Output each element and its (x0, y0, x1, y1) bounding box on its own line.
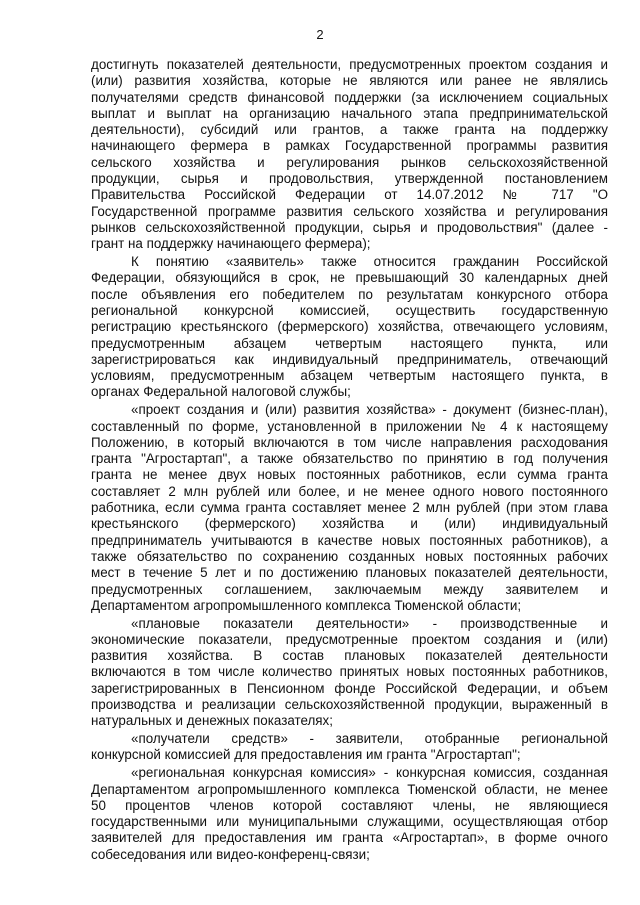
text-line: государственными или муниципальными служащими, осуществляющая отбор (91, 814, 608, 830)
text-line: достигнуть показателей деятельности, предусмотренных проектом создания и (91, 57, 608, 72)
text-line: регистрацию крестьянского (фермерского) хозяйства, отвечающего условиям, (91, 319, 608, 335)
text-line: включаются в том числе количество принятых новых постоянных работников, (91, 664, 608, 680)
text-line: мест в течение 5 лет и по достижению плановых показателей деятельности, (91, 565, 608, 581)
text-line: начинающего фермера в рамках Государственной программы развития (91, 138, 608, 154)
text-line: гранта "Агростартап", а также обязательство по принятию в год получения (91, 451, 608, 467)
text-line: 50 процентов членов которой составляют члены, не являющиеся (91, 797, 608, 813)
text-line: гранта не менее двух новых постоянных работников, если сумма гранта (91, 467, 608, 483)
text-line: Департаментом агропромышленного комплекса Тюменской области, не менее (91, 781, 608, 797)
text-line: Департаментом агропромышленного комплекса Тюменской области; (91, 597, 522, 613)
text-line: крестьянского (фермерского) хозяйства и (или) индивидуальный (91, 516, 608, 532)
text-line: собеседования или видео-конференц-связи; (91, 846, 370, 862)
text-line: работника, если сумма гранта составляет менее 2 млн рублей (при этом глава (91, 500, 608, 516)
text-line: Положению, в который включаются в том числе направления расходования (91, 434, 608, 450)
paragraph (91, 765, 608, 863)
text-line: экономические показатели, предусмотренные проектом создания и (или) (91, 631, 608, 647)
text-line: после объявления его победителем по результатам конкурсного отбора (91, 286, 608, 302)
text-line: предусмотренных соглашением, заключаемым между заявителем и (91, 581, 608, 597)
text-line: (или) развития хозяйства, которые не являются или ранее не являлись (91, 73, 608, 89)
text-line: сельского хозяйства и регулирования рынков сельскохозяйственной (91, 154, 608, 170)
text-line: также обязательство по сохранению созданных новых постоянных рабочих (91, 548, 608, 564)
paragraph (91, 254, 608, 401)
text-line: Федерации, обязующийся в срок, не превышающий 30 календарных дней (91, 270, 608, 286)
text-line: предприниматель учитываются в качестве новых постоянных работников), а (91, 532, 608, 548)
text-line: выплат и выплат на организацию начального этапа предпринимательской (91, 105, 608, 121)
text-line: конкурсной комиссией для предоставления им гранта "Агростартап"; (91, 747, 521, 763)
text-line: деятельности), субсидий или грантов, а также гранта на поддержку (91, 122, 608, 138)
text-line: «проект создания и (или) развития хозяйства» - документ (бизнес-план), (131, 402, 608, 418)
text-line: «получатели средств» - заявители, отобранные региональной (131, 731, 608, 747)
text-line: Государственной программе развития сельского хозяйства и регулирования (91, 203, 608, 219)
text-line: предусмотренным абзацем четвертым настоящего пункта, или (91, 335, 608, 351)
text-line: Правительства Российской Федерации от 14.07.2012 № 717 "О (91, 187, 608, 203)
text-line: развития хозяйства. В состав плановых показателей деятельности (91, 648, 608, 664)
text-line: грант на поддержку начинающего фермера); (91, 236, 371, 252)
text-line: продукции, сырья и продовольствия, утвержденной постановлением (91, 171, 608, 187)
text-line: зарегистрироваться как индивидуальный предприниматель, отвечающий (91, 351, 608, 367)
text-line: зарегистрированных в Пенсионном фонде Российской Федерации, и объем (91, 680, 608, 696)
text-line: органах Федеральной налоговой службы; (91, 384, 351, 400)
paragraph (91, 402, 608, 614)
page-number: 2 (316, 27, 324, 42)
text-line: натуральных и денежных показателях; (91, 713, 333, 729)
paragraph (91, 731, 608, 764)
text-line: составляет 2 млн рублей или более, и не менее одного нового постоянного (91, 483, 608, 499)
text-line: «плановые показатели деятельности» - производственные и (131, 615, 608, 631)
text-line: «региональная конкурсная комиссия» - конкурсная комиссия, созданная (131, 765, 608, 781)
text-line: составленный по форме, установленной в приложении № 4 к настоящему (91, 418, 608, 434)
text-line: получателями средств финансовой поддержки (за исключением социальных (91, 89, 608, 105)
text-line: производства и реализации сельскохозяйственной продукции, выраженный в (91, 697, 608, 713)
paragraph (91, 57, 608, 253)
paragraph (91, 616, 608, 730)
document-body (91, 57, 608, 863)
text-line: К понятию «заявитель» также относится гражданин Российской (131, 254, 608, 270)
text-line: региональной конкурсной комиссией, осуществить государственную (91, 302, 608, 318)
text-line: рынков сельскохозяйственной продукции, сырья и продовольствия" (далее - (91, 219, 608, 235)
text-line: заявителей для предоставления им гранта «Агростартап», в форме очного (91, 830, 608, 846)
text-line: условиям, предусмотренным абзацем четвертым настоящего пункта, в (91, 368, 608, 384)
